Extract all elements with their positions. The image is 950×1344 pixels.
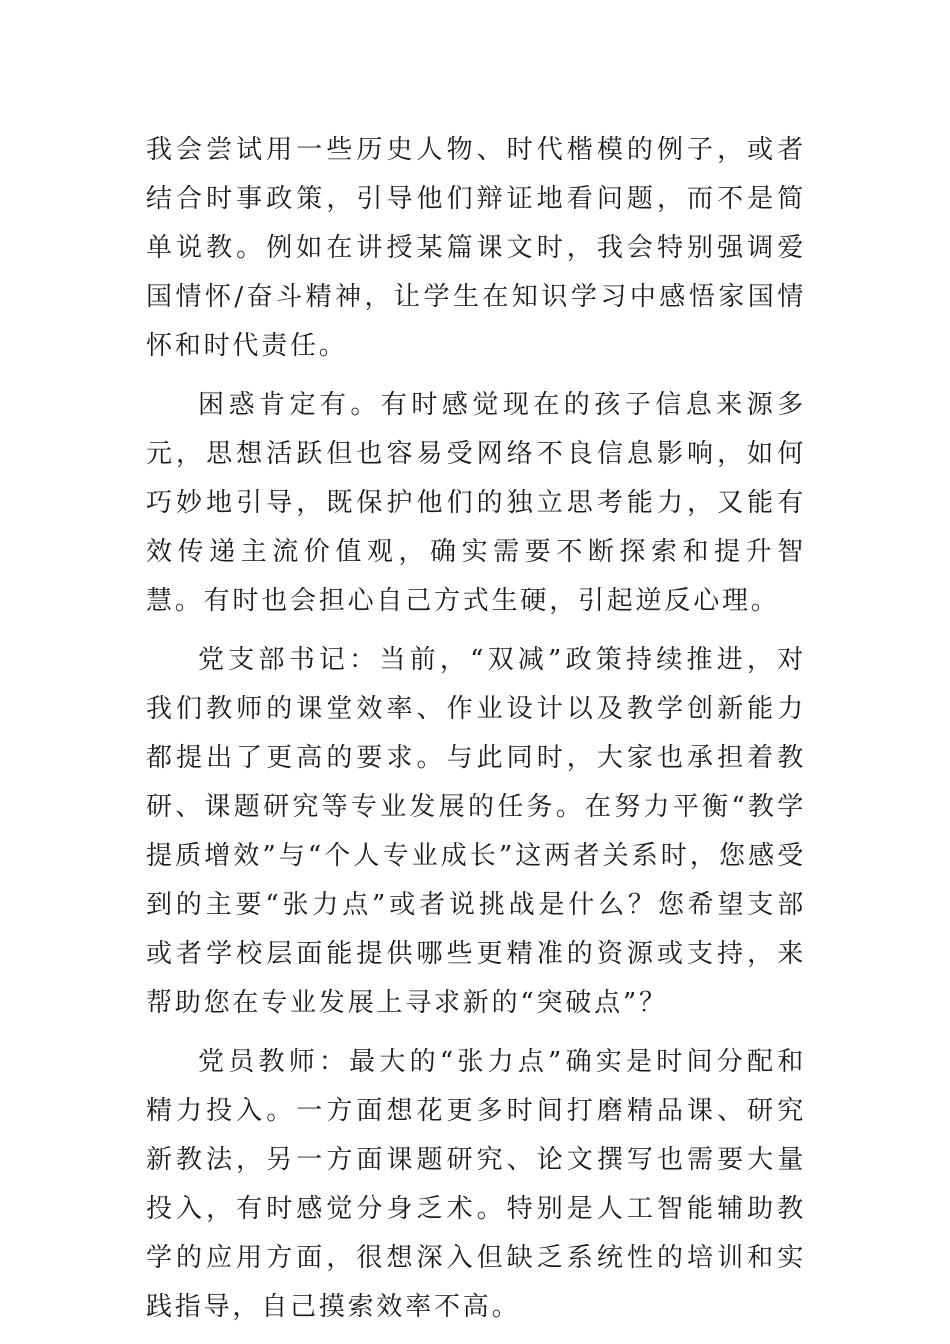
paragraph-1: 我会尝试用一些历史人物、时代楷模的例子，或者结合时事政策，引导他们辩证地看问题，而不是简单说教。例如在讲授某篇课文时，我会特别强调爱国情怀/奋斗精神，让学生在知识学习中感悟家国情怀和时代责任。	[146, 135, 806, 361]
paragraph-3: 党支部书记：当前，“双减”政策持续推进，对我们教师的课堂效率、作业设计以及教学创新能力都提出了更高的要求。与此同时，大家也承担着教研、课题研究等专业发展的任务。在努力平衡“教学提质增效”与“个人专业成长”这两者关系时，您感受到的主要“张力点”或者说挑战是什么？您希望支部或者学校层面能提供哪些更精准的资源或支持，来帮助您在专业发展上寻求新的“突破点”？	[146, 645, 806, 1018]
document-body	[146, 126, 806, 1332]
paragraph-2: 困惑肯定有。有时感觉现在的孩子信息来源多元，思想活跃但也容易受网络不良信息影响，如何巧妙地引导，既保护他们的独立思考能力，又能有效传递主流价值观，确实需要不断探索和提升智慧。有时也会担心自己方式生硬，引起逆反心理。	[146, 390, 806, 616]
paragraph-4: 党员教师：最大的“张力点”确实是时间分配和精力投入。一方面想花更多时间打磨精品课、研究新教法，另一方面课题研究、论文撰写也需要大量投入，有时感觉分身乏术。特别是人工智能辅助教学的应用方面，很想深入但缺乏系统性的培训和实践指导，自己摸索效率不高。	[146, 1047, 806, 1322]
